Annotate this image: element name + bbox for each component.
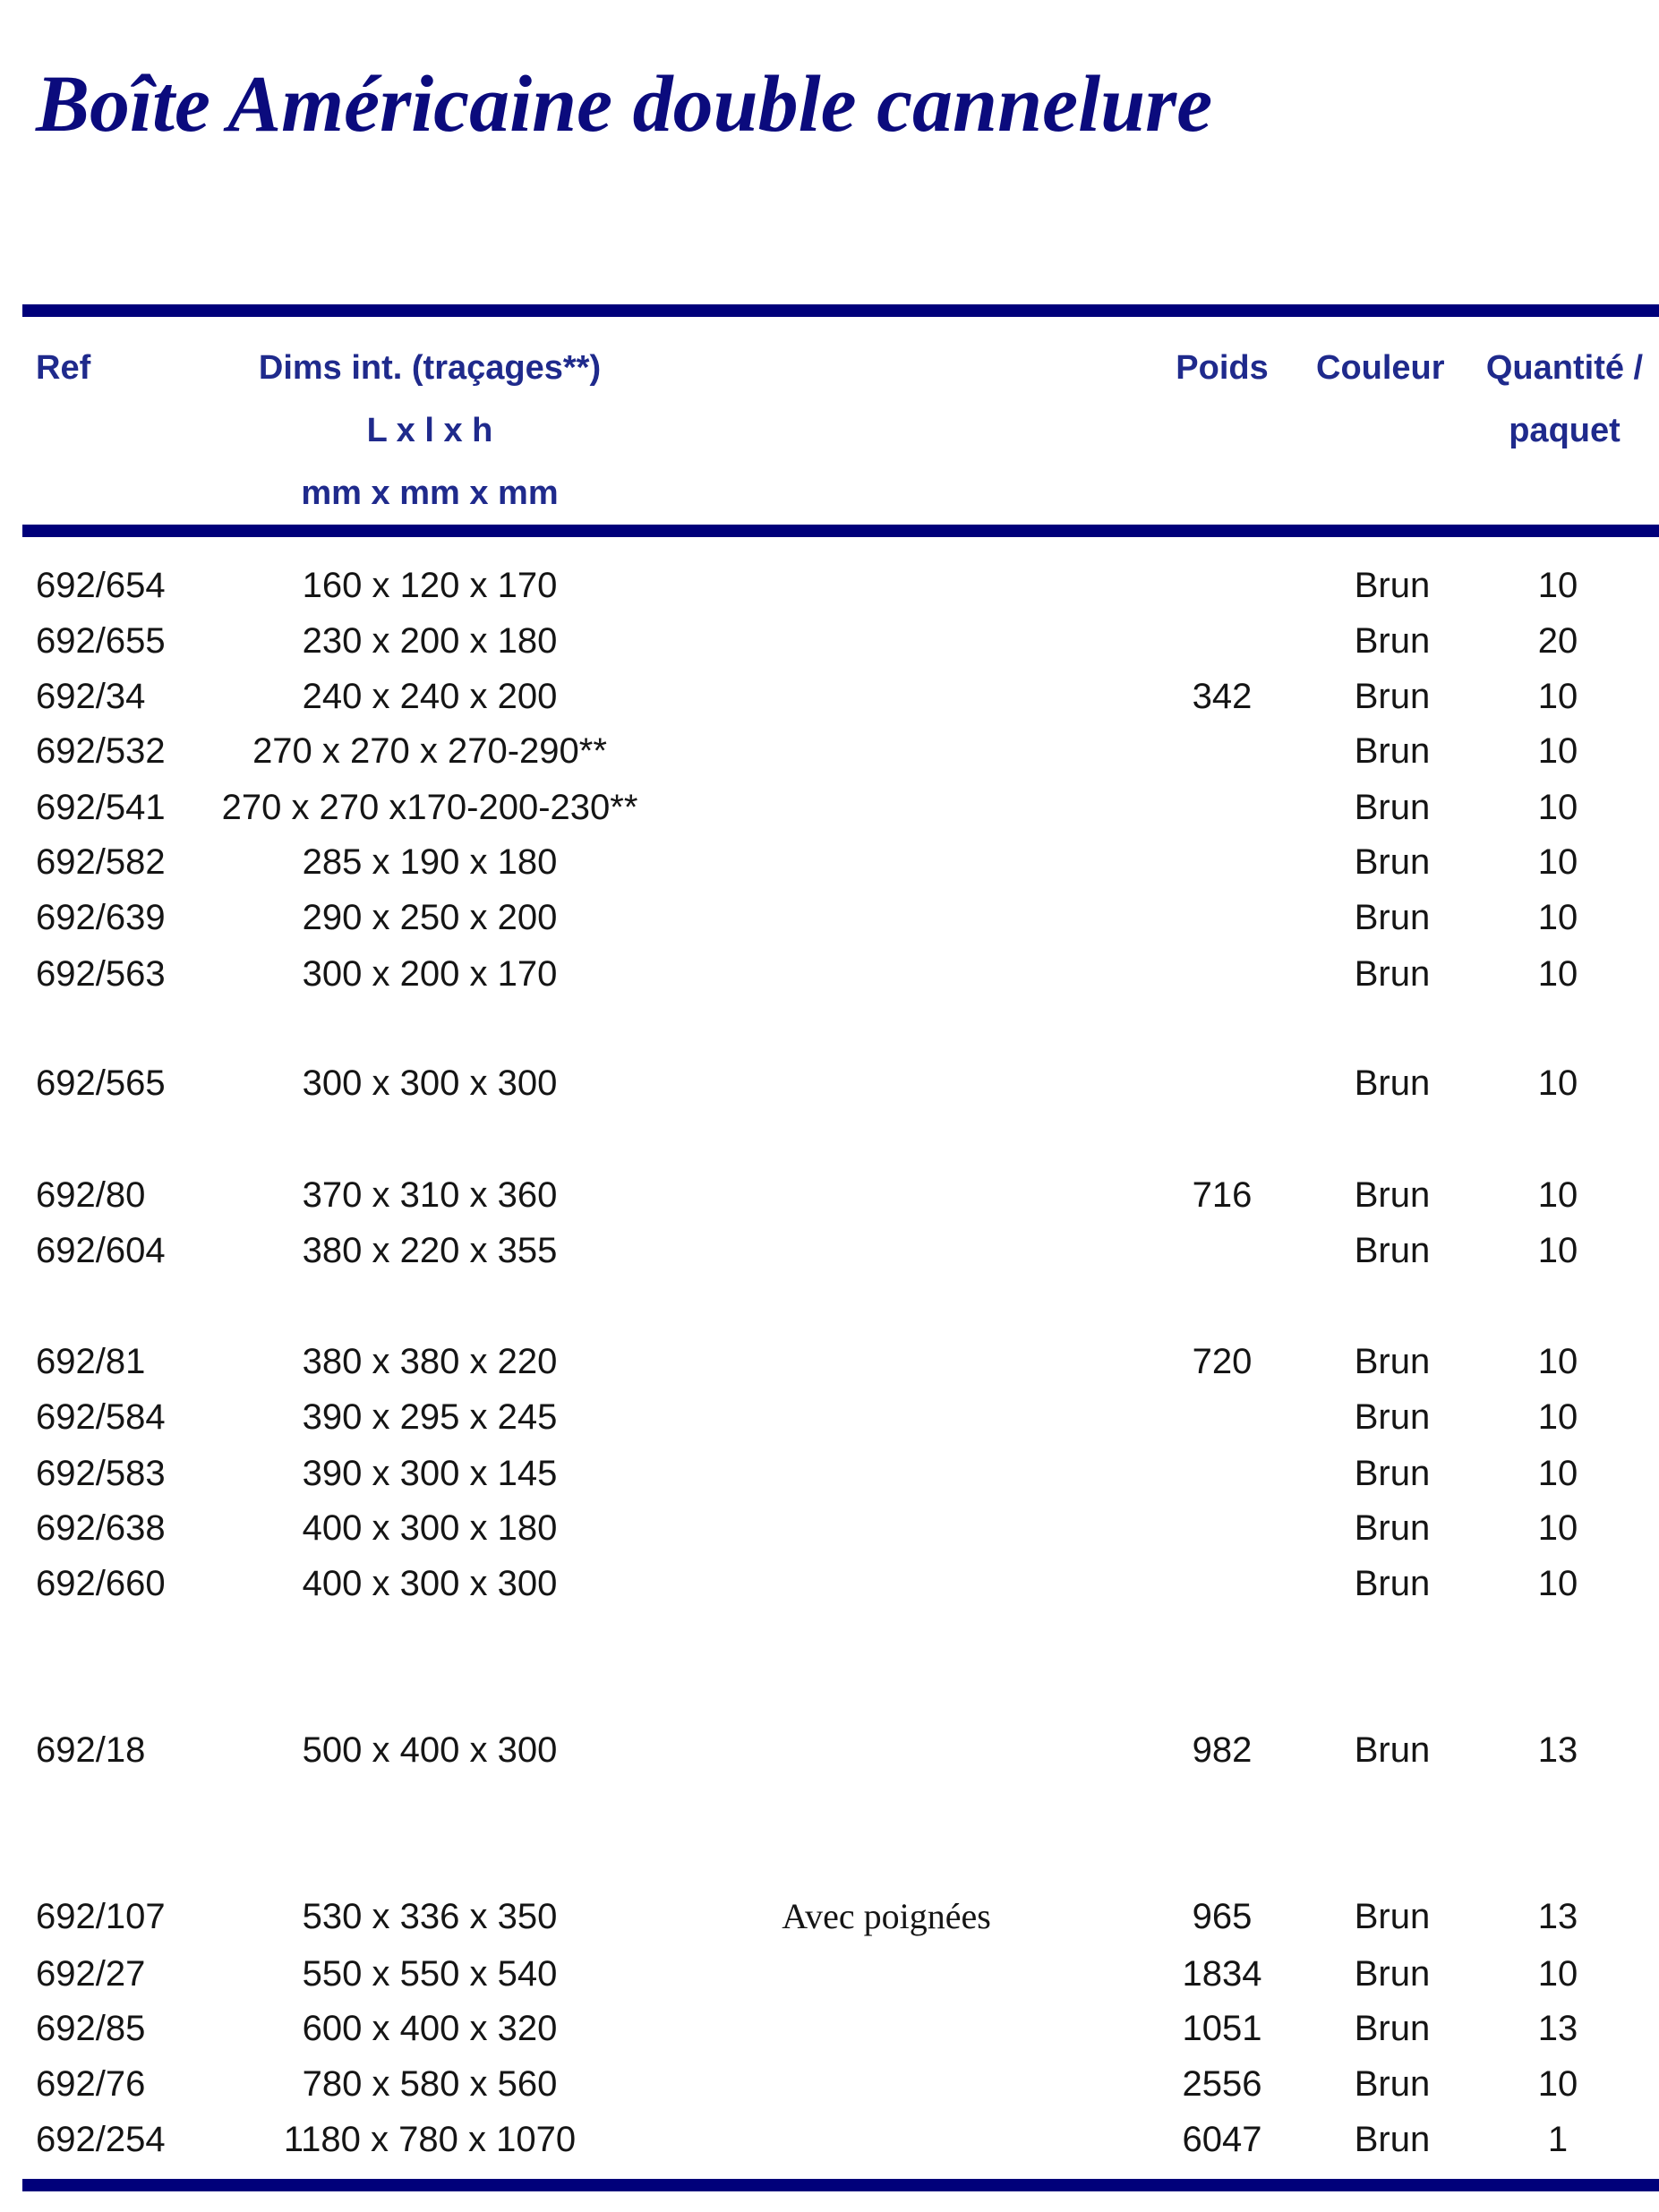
cell-ref: 692/254 <box>36 2120 166 2159</box>
cell-quantite: 10 <box>1537 1063 1578 1103</box>
cell-couleur: Brun <box>1354 1508 1431 1548</box>
cell-ref: 692/541 <box>36 788 166 827</box>
cell-note <box>743 724 1030 778</box>
table-row <box>0 891 1659 944</box>
cell-couleur: Brun <box>1354 1454 1431 1493</box>
cell-couleur: Brun <box>1354 1397 1431 1437</box>
cell-dims: 370 x 310 x 360 <box>302 1175 558 1215</box>
cell-poids <box>1155 1557 1289 1610</box>
table-row <box>0 1723 1659 1777</box>
cell-couleur: Brun <box>1354 954 1431 994</box>
table-row <box>0 1890 1659 1943</box>
cell-couleur: Brun <box>1354 1954 1431 1994</box>
cell-quantite: 10 <box>1537 677 1578 716</box>
cell-poids <box>1155 1224 1289 1277</box>
cell-quantite: 13 <box>1537 1730 1578 1770</box>
cell-quantite: 10 <box>1537 1342 1578 1381</box>
cell-poids: 2556 <box>1182 2064 1262 2104</box>
cell-poids: 716 <box>1192 1175 1253 1215</box>
cell-quantite: 10 <box>1537 1508 1578 1548</box>
cell-dims: 390 x 295 x 245 <box>302 1397 558 1437</box>
table-row <box>0 1557 1659 1610</box>
cell-ref: 692/638 <box>36 1508 166 1548</box>
cell-dims: 270 x 270 x170-200-230** <box>221 788 638 827</box>
cell-ref: 692/76 <box>36 2064 146 2104</box>
cell-dims: 290 x 250 x 200 <box>302 898 558 937</box>
cell-dims: 500 x 400 x 300 <box>302 1730 558 1770</box>
column-header-ref-label: Ref <box>36 349 91 387</box>
cell-couleur: Brun <box>1354 1231 1431 1270</box>
table-row <box>0 781 1659 834</box>
cell-quantite: 10 <box>1537 898 1578 937</box>
cell-note <box>743 1224 1030 1277</box>
cell-quantite: 10 <box>1537 731 1578 771</box>
table-row <box>0 835 1659 889</box>
cell-dims: 270 x 270 x 270-290** <box>252 731 607 771</box>
cell-dims: 550 x 550 x 540 <box>302 1954 558 1994</box>
cell-note <box>743 1390 1030 1444</box>
cell-couleur: Brun <box>1354 788 1431 827</box>
table-row <box>0 1447 1659 1500</box>
cell-quantite: 10 <box>1537 1454 1578 1493</box>
cell-note <box>743 1447 1030 1500</box>
cell-quantite: 10 <box>1537 2064 1578 2104</box>
table-row <box>0 614 1659 668</box>
cell-dims: 400 x 300 x 180 <box>302 1508 558 1548</box>
cell-dims: 285 x 190 x 180 <box>302 842 558 882</box>
table-row <box>0 2002 1659 2055</box>
table-row <box>0 947 1659 1001</box>
cell-poids <box>1155 724 1289 778</box>
cell-ref: 692/34 <box>36 677 146 716</box>
cell-poids <box>1155 614 1289 668</box>
cell-note <box>743 835 1030 889</box>
cell-quantite: 10 <box>1537 1954 1578 1994</box>
cell-poids: 1834 <box>1182 1954 1262 1994</box>
cell-poids <box>1155 1447 1289 1500</box>
table-row <box>0 724 1659 778</box>
cell-dims: 380 x 380 x 220 <box>302 1342 558 1381</box>
cell-ref: 692/655 <box>36 621 166 661</box>
cell-note <box>743 1723 1030 1777</box>
cell-poids <box>1155 559 1289 612</box>
table-row <box>0 1168 1659 1222</box>
cell-poids: 720 <box>1192 1342 1253 1381</box>
cell-poids: 965 <box>1192 1897 1253 1936</box>
cell-dims: 1180 x 780 x 1070 <box>283 2120 577 2159</box>
column-header-poids-label: Poids <box>1176 349 1269 387</box>
cell-ref: 692/584 <box>36 1397 166 1437</box>
cell-ref: 692/565 <box>36 1063 166 1103</box>
cell-note <box>743 1168 1030 1222</box>
cell-note <box>743 2002 1030 2055</box>
cell-quantite: 20 <box>1537 621 1578 661</box>
table-row <box>0 1390 1659 1444</box>
cell-poids <box>1155 835 1289 889</box>
cell-ref: 692/582 <box>36 842 166 882</box>
cell-couleur: Brun <box>1354 1175 1431 1215</box>
cell-ref: 692/532 <box>36 731 166 771</box>
cell-ref: 692/85 <box>36 2009 146 2048</box>
cell-poids <box>1155 1056 1289 1110</box>
cell-ref: 692/27 <box>36 1954 146 1994</box>
cell-note <box>743 1557 1030 1610</box>
cell-dims: 780 x 580 x 560 <box>302 2064 558 2104</box>
cell-note <box>743 559 1030 612</box>
cell-poids: 982 <box>1192 1730 1253 1770</box>
cell-poids <box>1155 1390 1289 1444</box>
cell-note <box>743 1501 1030 1555</box>
column-header-dims-line-2: L x l x h <box>366 412 493 449</box>
cell-couleur: Brun <box>1354 2120 1431 2159</box>
cell-couleur: Brun <box>1354 2064 1431 2104</box>
table-row <box>0 559 1659 612</box>
cell-dims: 390 x 300 x 145 <box>302 1454 558 1493</box>
cell-ref: 692/18 <box>36 1730 146 1770</box>
cell-note <box>743 891 1030 944</box>
cell-dims: 380 x 220 x 355 <box>302 1231 558 1270</box>
cell-dims: 600 x 400 x 320 <box>302 2009 558 2048</box>
cell-note <box>743 2057 1030 2111</box>
cell-note: Avec poignées <box>782 1896 991 1936</box>
cell-couleur: Brun <box>1354 842 1431 882</box>
cell-quantite: 10 <box>1537 788 1578 827</box>
cell-dims: 530 x 336 x 350 <box>302 1897 558 1936</box>
cell-poids <box>1155 1501 1289 1555</box>
cell-note <box>743 614 1030 668</box>
table-row <box>0 1501 1659 1555</box>
page-title: Boîte Américaine double cannelure <box>36 60 1213 149</box>
cell-couleur: Brun <box>1354 621 1431 661</box>
cell-quantite: 10 <box>1537 1397 1578 1437</box>
table-bottom-rule <box>22 2179 1659 2191</box>
table-row <box>0 2113 1659 2166</box>
column-header-dims-line-3: mm x mm x mm <box>301 474 559 512</box>
cell-poids <box>1155 781 1289 834</box>
cell-couleur: Brun <box>1354 898 1431 937</box>
table-row <box>0 670 1659 723</box>
cell-quantite: 10 <box>1537 566 1578 605</box>
cell-couleur: Brun <box>1354 731 1431 771</box>
column-header-quantite-line-2: paquet <box>1509 412 1621 449</box>
cell-couleur: Brun <box>1354 1063 1431 1103</box>
cell-couleur: Brun <box>1354 1730 1431 1770</box>
cell-quantite: 10 <box>1537 1564 1578 1603</box>
cell-ref: 692/660 <box>36 1564 166 1603</box>
cell-quantite: 13 <box>1537 1897 1578 1936</box>
cell-couleur: Brun <box>1354 1897 1431 1936</box>
cell-poids: 6047 <box>1182 2120 1262 2159</box>
table-row <box>0 1224 1659 1277</box>
cell-couleur: Brun <box>1354 566 1431 605</box>
cell-ref: 692/81 <box>36 1342 146 1381</box>
cell-couleur: Brun <box>1354 1564 1431 1603</box>
column-header-couleur-label: Couleur <box>1316 349 1445 387</box>
table-row <box>0 2057 1659 2111</box>
cell-couleur: Brun <box>1354 2009 1431 2048</box>
cell-dims: 300 x 200 x 170 <box>302 954 558 994</box>
cell-quantite: 10 <box>1537 1175 1578 1215</box>
cell-ref: 692/654 <box>36 566 166 605</box>
cell-dims: 400 x 300 x 300 <box>302 1564 558 1603</box>
cell-ref: 692/563 <box>36 954 166 994</box>
table-row <box>0 1335 1659 1388</box>
table-row <box>0 1947 1659 2001</box>
cell-dims: 240 x 240 x 200 <box>302 677 558 716</box>
column-header-dims-line-1: Dims int. (traçages**) <box>258 349 602 387</box>
cell-couleur: Brun <box>1354 677 1431 716</box>
cell-quantite: 10 <box>1537 1231 1578 1270</box>
cell-note <box>743 947 1030 1001</box>
cell-ref: 692/639 <box>36 898 166 937</box>
cell-poids <box>1155 947 1289 1001</box>
cell-note <box>743 1335 1030 1388</box>
cell-couleur: Brun <box>1354 1342 1431 1381</box>
cell-ref: 692/80 <box>36 1175 146 1215</box>
cell-dims: 300 x 300 x 300 <box>302 1063 558 1103</box>
cell-note <box>743 781 1030 834</box>
cell-poids <box>1155 891 1289 944</box>
cell-dims: 160 x 120 x 170 <box>302 566 558 605</box>
cell-quantite: 10 <box>1537 842 1578 882</box>
cell-ref: 692/583 <box>36 1454 166 1493</box>
cell-note <box>743 670 1030 723</box>
table-row <box>0 1056 1659 1110</box>
cell-dims: 230 x 200 x 180 <box>302 621 558 661</box>
cell-note <box>743 1056 1030 1110</box>
cell-poids: 1051 <box>1182 2009 1262 2048</box>
column-header-quantite-line-1: Quantité / <box>1485 349 1644 387</box>
cell-note <box>743 1947 1030 2001</box>
cell-quantite: 1 <box>1547 2120 1569 2159</box>
cell-ref: 692/604 <box>36 1231 166 1270</box>
cell-quantite: 13 <box>1537 2009 1578 2048</box>
cell-quantite: 10 <box>1537 954 1578 994</box>
cell-poids: 342 <box>1192 677 1253 716</box>
cell-note <box>743 2113 1030 2166</box>
cell-ref: 692/107 <box>36 1897 166 1936</box>
